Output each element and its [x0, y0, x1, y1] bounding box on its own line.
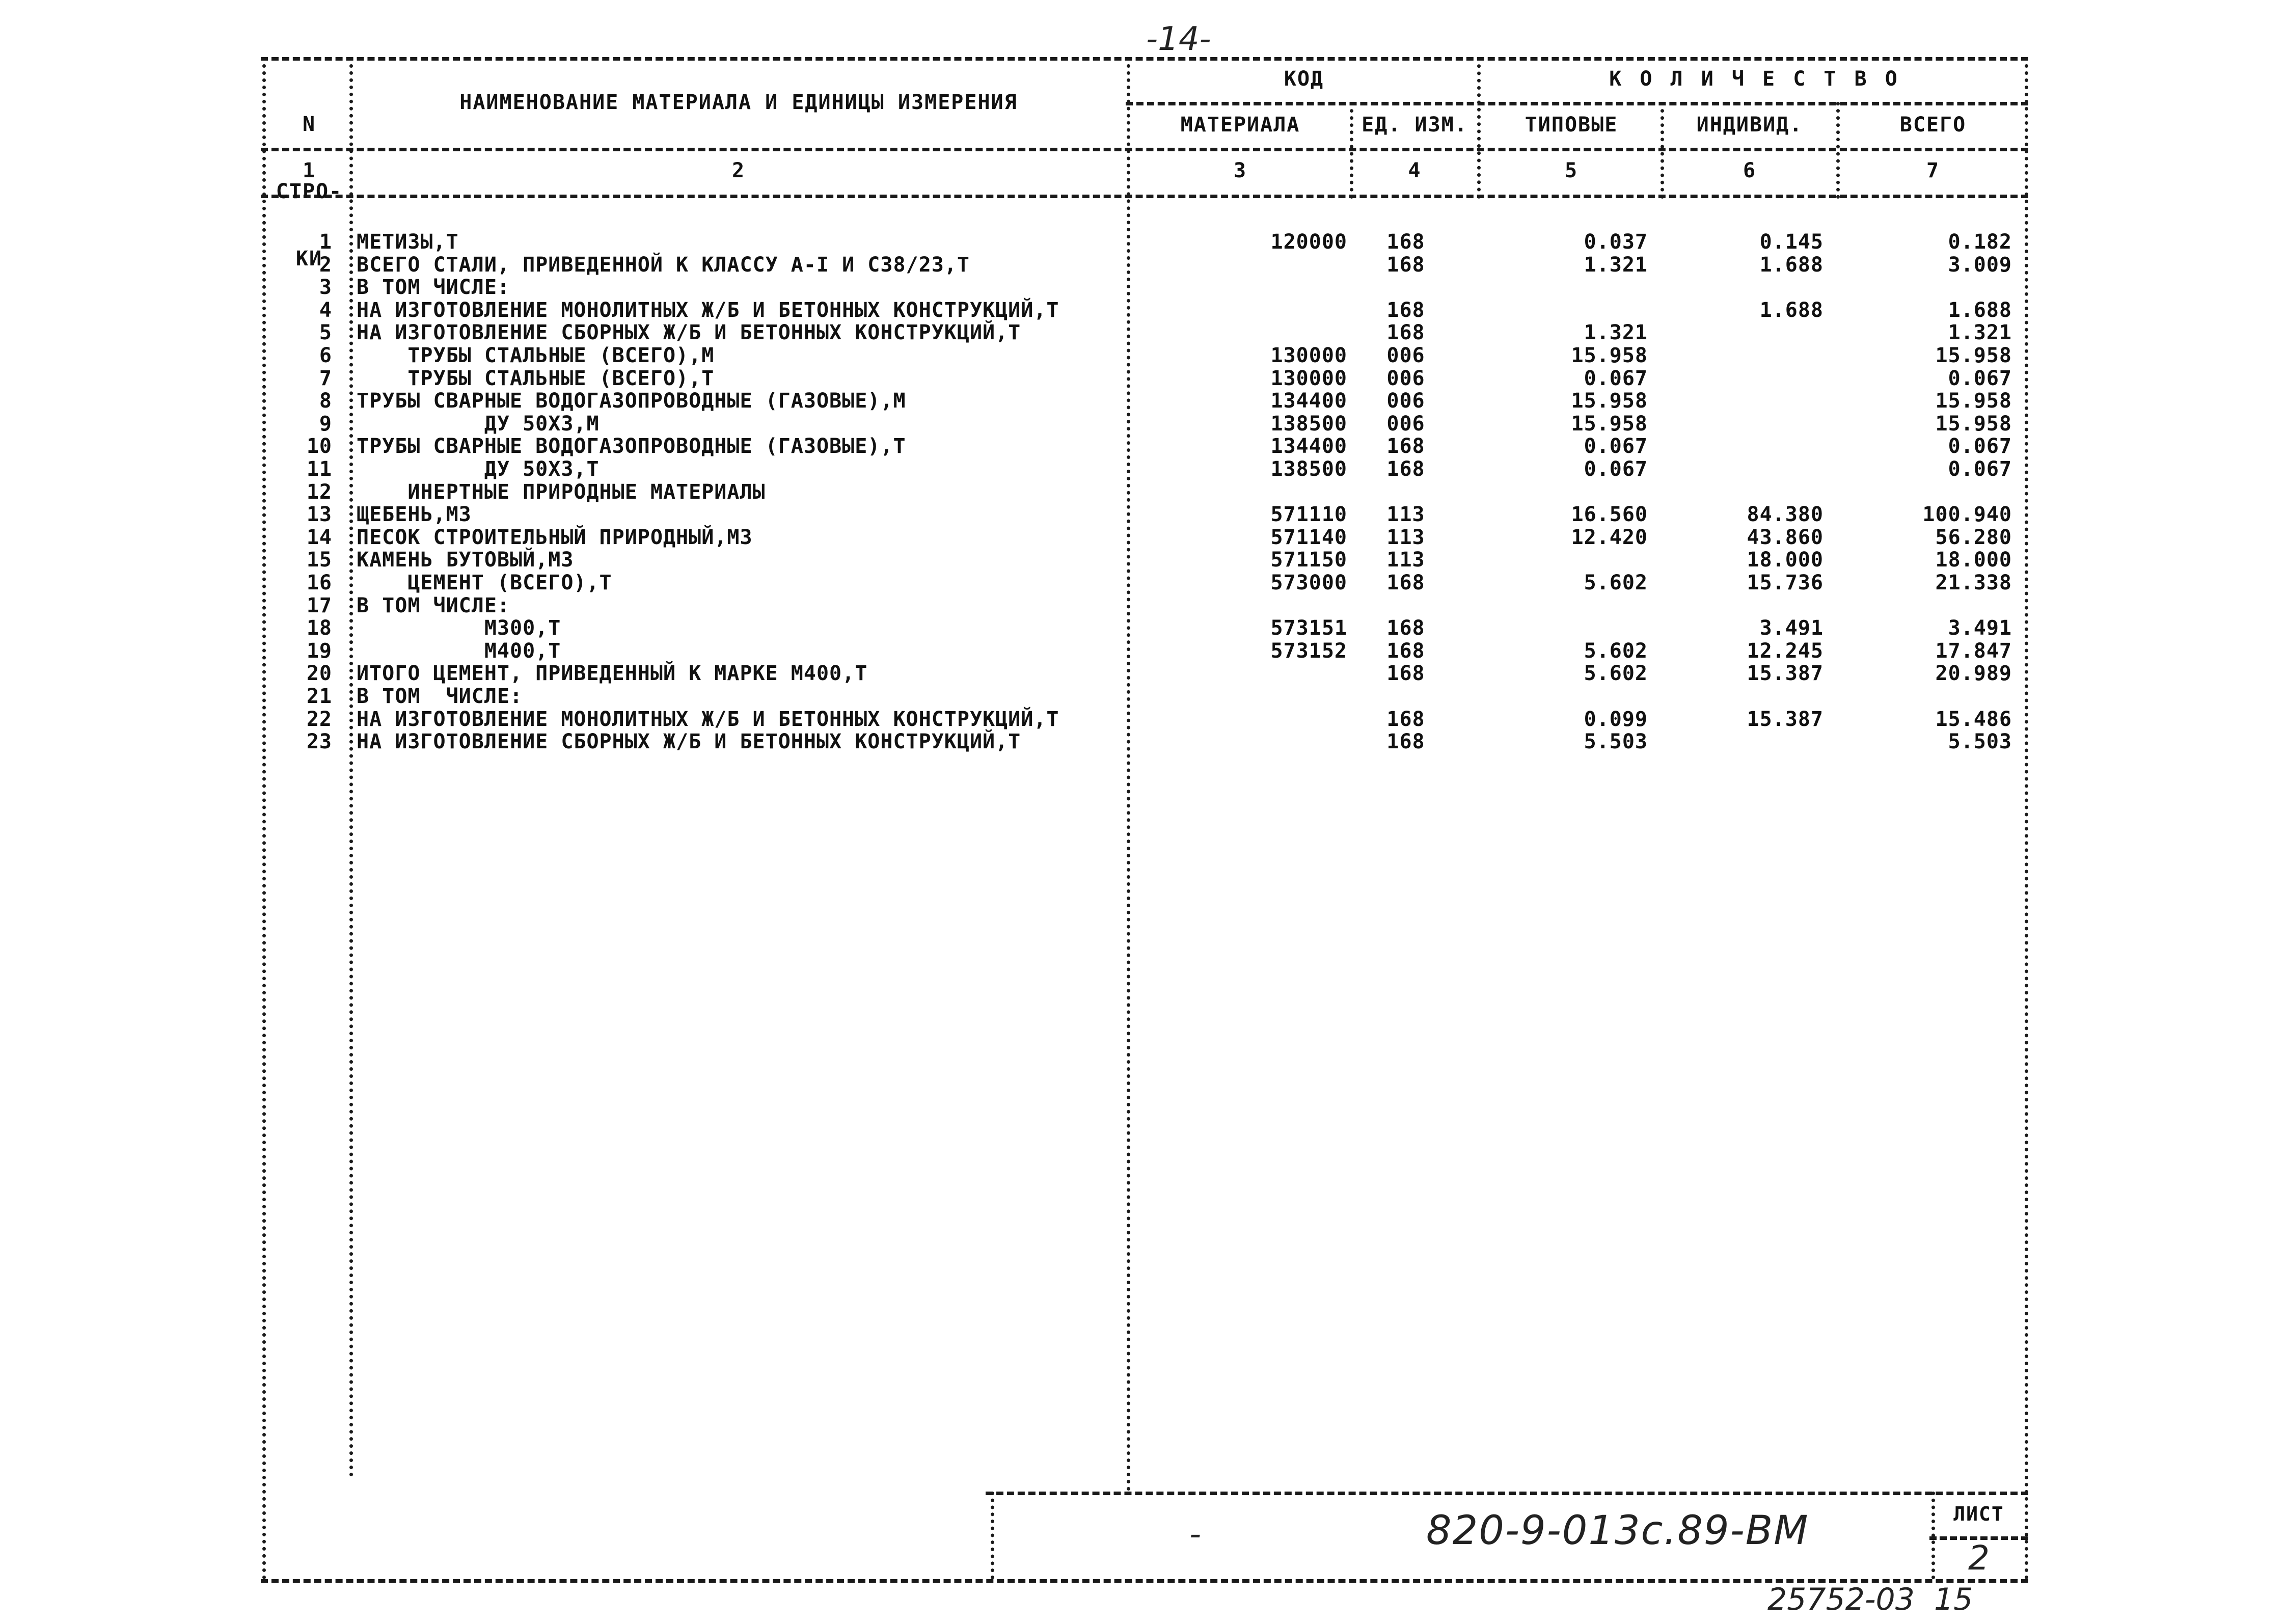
- table-top-border: [261, 57, 2028, 61]
- total-qty: 1.688: [1948, 298, 2012, 322]
- column-divider-unit: [1477, 57, 1481, 199]
- material-code: 138500: [1270, 457, 1347, 481]
- total-qty: 1.321: [1948, 321, 2012, 345]
- unit-code: 006: [1386, 344, 1425, 367]
- material-name: ТРУБЫ СТАЛЬНЫЕ (ВСЕГО),Т: [357, 366, 715, 390]
- typical-qty: 5.602: [1584, 571, 1648, 594]
- unit-code: 168: [1386, 457, 1425, 481]
- unit-code: 113: [1386, 525, 1425, 549]
- column-number-4: 4: [1408, 159, 1422, 182]
- row-number: 17: [306, 593, 332, 617]
- individual-qty: 15.387: [1747, 662, 1824, 686]
- header-material-name: НАИМЕНОВАНИЕ МАТЕРИАЛА И ЕДИНИЦЫ ИЗМЕРЕНИЯ: [459, 91, 1018, 114]
- total-qty: 100.940: [1922, 503, 2012, 527]
- individual-qty: 43.860: [1747, 525, 1824, 549]
- material-name: ПЕСОК СТРОИТЕЛЬНЫЙ ПРИРОДНЫЙ,М3: [357, 525, 753, 549]
- individual-qty: 15.736: [1747, 571, 1824, 594]
- individual-qty: 12.245: [1747, 639, 1824, 663]
- typical-qty: 0.067: [1584, 457, 1648, 481]
- total-qty: 5.503: [1948, 730, 2012, 754]
- material-name: ВСЕГО СТАЛИ, ПРИВЕДЕННОЙ К КЛАССУ А-I И С38/23,Т: [357, 253, 970, 277]
- unit-code: 168: [1386, 571, 1425, 594]
- row-number: 22: [306, 707, 332, 731]
- individual-qty: 1.688: [1759, 298, 1824, 322]
- header-unit: ЕД. ИЗМ.: [1362, 113, 1468, 137]
- header-row-number-line-3: КИ: [295, 247, 323, 270]
- archive-number: 25752-03 15: [1767, 1582, 1973, 1617]
- typical-qty: 5.602: [1584, 662, 1648, 686]
- header-material-code: МАТЕРИАЛА: [1180, 113, 1300, 137]
- material-name: ТРУБЫ СТАЛЬНЫЕ (ВСЕГО),М: [357, 344, 715, 367]
- unit-code: 168: [1386, 662, 1425, 686]
- material-name: М400,Т: [357, 639, 561, 663]
- unit-code: 168: [1386, 616, 1425, 640]
- row-number: 7: [319, 366, 332, 390]
- column-number-2: 2: [731, 159, 746, 182]
- typical-qty: 0.067: [1584, 435, 1648, 458]
- material-name: ЦЕМЕНТ (ВСЕГО),Т: [357, 571, 612, 594]
- material-code: 134400: [1270, 435, 1347, 458]
- row-number: 12: [306, 480, 332, 504]
- stamp-left-border: [991, 1492, 994, 1579]
- material-name: МЕТИЗЫ,Т: [357, 230, 459, 254]
- total-qty: 18.000: [1935, 548, 2012, 572]
- header-bottom-border: [261, 148, 2028, 151]
- row-number: 21: [306, 685, 332, 708]
- unit-code: 113: [1386, 503, 1425, 527]
- material-name: ИТОГО ЦЕМЕНТ, ПРИВЕДЕННЫЙ К МАРКЕ М400,Т: [357, 662, 868, 686]
- row-number: 1: [319, 230, 332, 254]
- table-right-border: [2025, 57, 2028, 1580]
- row-number: 9: [319, 412, 332, 436]
- row-number: 14: [306, 525, 332, 549]
- individual-qty: 1.688: [1759, 253, 1824, 277]
- row-number: 8: [319, 389, 332, 413]
- column-divider-name: [1127, 57, 1130, 1492]
- material-name: НА ИЗГОТОВЛЕНИЕ МОНОЛИТНЫХ Ж/Б И БЕТОННЫХ КОНСТРУКЦИЙ,Т: [357, 707, 1059, 731]
- header-group-divider: [1126, 102, 2028, 105]
- total-qty: 15.958: [1935, 389, 2012, 413]
- stamp-sheet-left-border: [1931, 1492, 1935, 1579]
- material-name: ЩЕБЕНЬ,М3: [357, 503, 472, 527]
- material-code: 130000: [1270, 344, 1347, 367]
- typical-qty: 5.602: [1584, 639, 1648, 663]
- total-qty: 0.067: [1948, 435, 2012, 458]
- unit-code: 168: [1386, 253, 1425, 277]
- typical-qty: 0.037: [1584, 230, 1648, 254]
- material-name: В ТОМ ЧИСЛЕ:: [357, 685, 523, 708]
- material-code: 571150: [1270, 548, 1347, 572]
- unit-code: 168: [1386, 230, 1425, 254]
- total-qty: 0.182: [1948, 230, 2012, 254]
- material-name: НА ИЗГОТОВЛЕНИЕ СБОРНЫХ Ж/Б И БЕТОННЫХ КОНСТРУКЦИЙ,Т: [357, 730, 1021, 754]
- table-bottom-border: [261, 1579, 2028, 1583]
- column-divider-individual: [1836, 102, 1840, 199]
- sheet-label: ЛИСТ: [1953, 1503, 2004, 1525]
- unit-code: 168: [1386, 730, 1425, 754]
- individual-qty: 84.380: [1747, 503, 1824, 527]
- column-number-1: 1: [302, 159, 316, 182]
- typical-qty: 15.958: [1571, 344, 1648, 367]
- material-name: НА ИЗГОТОВЛЕНИЕ СБОРНЫХ Ж/Б И БЕТОННЫХ КОНСТРУКЦИЙ,Т: [357, 321, 1021, 345]
- column-divider-number: [349, 57, 353, 1477]
- row-number: 19: [306, 639, 332, 663]
- individual-qty: 3.491: [1759, 616, 1824, 640]
- header-typical: ТИПОВЫЕ: [1525, 113, 1618, 137]
- material-name: ТРУБЫ СВАРНЫЕ ВОДОГАЗОПРОВОДНЫЕ (ГАЗОВЫЕ),М: [357, 389, 906, 413]
- material-name: В ТОМ ЧИСЛЕ:: [357, 593, 510, 617]
- total-qty: 20.989: [1935, 662, 2012, 686]
- row-number: 10: [306, 435, 332, 458]
- unit-code: 168: [1386, 298, 1425, 322]
- material-name: НА ИЗГОТОВЛЕНИЕ МОНОЛИТНЫХ Ж/Б И БЕТОННЫХ КОНСТРУКЦИЙ,Т: [357, 298, 1059, 322]
- row-number: 3: [319, 276, 332, 300]
- total-qty: 3.009: [1948, 253, 2012, 277]
- material-name: М300,Т: [357, 616, 561, 640]
- column-numbers-bottom-border: [261, 195, 2028, 198]
- unit-code: 006: [1386, 389, 1425, 413]
- material-code: 138500: [1270, 412, 1347, 436]
- row-number: 11: [306, 457, 332, 481]
- typical-qty: 12.420: [1571, 525, 1648, 549]
- stamp-dash: -: [1189, 1515, 1202, 1553]
- document-code: 820-9-013с.89-ВМ: [1426, 1508, 1809, 1554]
- unit-code: 168: [1386, 707, 1425, 731]
- page-number-top: -14-: [1146, 20, 1211, 58]
- typical-qty: 0.067: [1584, 366, 1648, 390]
- header-individual: ИНДИВИД.: [1696, 113, 1803, 137]
- individual-qty: 18.000: [1747, 548, 1824, 572]
- individual-qty: 15.387: [1747, 707, 1824, 731]
- column-number-7: 7: [1926, 159, 1940, 182]
- total-qty: 15.958: [1935, 344, 2012, 367]
- total-qty: 17.847: [1935, 639, 2012, 663]
- header-total: ВСЕГО: [1899, 113, 1967, 137]
- total-qty: 15.486: [1935, 707, 2012, 731]
- material-name: ТРУБЫ СВАРНЫЕ ВОДОГАЗОПРОВОДНЫЕ (ГАЗОВЫЕ),Т: [357, 435, 906, 458]
- column-number-3: 3: [1233, 159, 1247, 182]
- material-code: 573151: [1270, 616, 1347, 640]
- material-name: ДУ 50Х3,Т: [357, 457, 600, 481]
- total-qty: 0.067: [1948, 366, 2012, 390]
- total-qty: 56.280: [1935, 525, 2012, 549]
- table-left-border: [262, 57, 266, 1580]
- total-qty: 3.491: [1948, 616, 2012, 640]
- material-code: 573000: [1270, 571, 1347, 594]
- material-name: КАМЕНЬ БУТОВЫЙ,М3: [357, 548, 574, 572]
- material-name: ИНЕРТНЫЕ ПРИРОДНЫЕ МАТЕРИАЛЫ: [357, 480, 766, 504]
- column-divider-code: [1350, 102, 1353, 199]
- typical-qty: 1.321: [1584, 253, 1648, 277]
- header-quantity-group: К О Л И Ч Е С Т В О: [1609, 67, 1900, 91]
- individual-qty: 0.145: [1759, 230, 1824, 254]
- row-number: 16: [306, 571, 332, 594]
- total-qty: 0.067: [1948, 457, 2012, 481]
- unit-code: 168: [1386, 639, 1425, 663]
- row-number: 18: [306, 616, 332, 640]
- header-code-group: КОД: [1284, 67, 1324, 91]
- row-number: 20: [306, 662, 332, 686]
- row-number: 2: [319, 253, 332, 277]
- material-name: ДУ 50Х3,М: [357, 412, 600, 436]
- typical-qty: 15.958: [1571, 389, 1648, 413]
- material-name: В ТОМ ЧИСЛЕ:: [357, 276, 510, 300]
- row-number: 23: [306, 730, 332, 754]
- header-row-number-line-2: СТРО-: [276, 180, 343, 203]
- typical-qty: 1.321: [1584, 321, 1648, 345]
- typical-qty: 0.099: [1584, 707, 1648, 731]
- column-number-6: 6: [1743, 159, 1757, 182]
- typical-qty: 16.560: [1571, 503, 1648, 527]
- row-number: 4: [319, 298, 332, 322]
- header-row-number-line-1: N: [302, 113, 316, 136]
- unit-code: 168: [1386, 321, 1425, 345]
- row-number: 5: [319, 321, 332, 345]
- stamp-top-border: [986, 1492, 2028, 1495]
- material-code: 573152: [1270, 639, 1347, 663]
- row-number: 15: [306, 548, 332, 572]
- unit-code: 006: [1386, 412, 1425, 436]
- total-qty: 15.958: [1935, 412, 2012, 436]
- material-code: 134400: [1270, 389, 1347, 413]
- row-number: 13: [306, 503, 332, 527]
- unit-code: 168: [1386, 435, 1425, 458]
- total-qty: 21.338: [1935, 571, 2012, 594]
- column-divider-typical: [1661, 102, 1664, 199]
- column-number-5: 5: [1564, 159, 1579, 182]
- row-number: 6: [319, 344, 332, 367]
- unit-code: 006: [1386, 366, 1425, 390]
- typical-qty: 5.503: [1584, 730, 1648, 754]
- material-code: 571110: [1270, 503, 1347, 527]
- material-code: 120000: [1270, 230, 1347, 254]
- sheet-number: 2: [1968, 1538, 1990, 1578]
- material-code: 130000: [1270, 366, 1347, 390]
- unit-code: 113: [1386, 548, 1425, 572]
- material-code: 571140: [1270, 525, 1347, 549]
- typical-qty: 15.958: [1571, 412, 1648, 436]
